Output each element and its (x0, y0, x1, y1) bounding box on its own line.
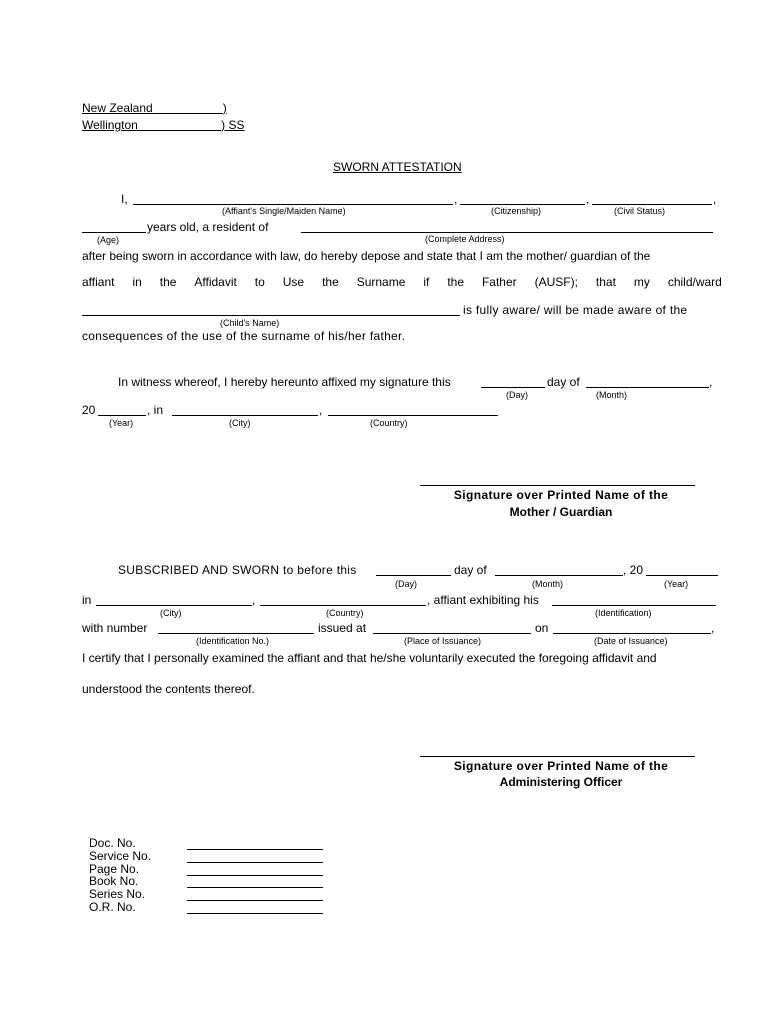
witness-city-field[interactable] (172, 415, 318, 416)
age-field[interactable] (82, 232, 146, 233)
caption-identification: (Identification) (595, 608, 652, 618)
subscribed-in: in (82, 593, 92, 607)
record-or-no: O.R. No. (89, 900, 136, 914)
witness-text: In witness whereof, I hereby hereunto affixed my signature this (118, 375, 451, 389)
subscribed-day-field[interactable] (376, 575, 451, 576)
subscribed-city-field[interactable] (96, 605, 252, 606)
subscribed-text: SUBSCRIBED AND SWORN to before this (118, 563, 357, 577)
mother-signature-line[interactable] (420, 485, 695, 486)
record-page-no: Page No. (89, 862, 140, 876)
address-field[interactable] (301, 232, 713, 233)
caption-witness-month: (Month) (596, 390, 628, 400)
caption-subscribed-country: (Country) (326, 608, 364, 618)
place-of-issuance-field[interactable] (373, 633, 531, 634)
subscribed-country-field[interactable] (260, 605, 426, 606)
date-of-issuance-field[interactable] (553, 633, 711, 634)
record-series-no: Series No. (89, 887, 146, 901)
service-no-field[interactable] (187, 862, 323, 863)
caption-subscribed-month: (Month) (532, 579, 564, 589)
witness-year-field[interactable] (98, 415, 146, 416)
caption-affiant-name: (Affiant's Single/Maiden Name) (222, 206, 346, 216)
venue-country: New Zealand ) (82, 101, 227, 115)
issued-at: issued at (318, 621, 367, 635)
caption-citizenship: (Citizenship) (491, 206, 542, 216)
witness-day-field[interactable] (481, 387, 545, 388)
caption-witness-year: (Year) (109, 418, 134, 428)
record-doc-no: Doc. No. (89, 836, 136, 850)
mother-signature-label-2: Mother / Guardian (509, 505, 613, 519)
series-no-field[interactable] (187, 900, 323, 901)
caption-witness-city: (City) (229, 418, 251, 428)
witness-country-field[interactable] (328, 415, 498, 416)
page-no-field[interactable] (187, 875, 323, 876)
caption-child-name: (Child's Name) (220, 318, 280, 328)
or-no-field[interactable] (187, 913, 323, 914)
caption-date: (Date of Issuance) (594, 636, 668, 646)
on-text: on (535, 621, 549, 635)
aware-text: is fully aware/ will be made aware of the (463, 303, 688, 317)
consequences-text: consequences of the use of the surname of his/her father. (82, 329, 406, 343)
book-no-field[interactable] (187, 887, 323, 888)
subscribed-comma20: , 20 (623, 563, 644, 577)
caption-civil-status: (Civil Status) (614, 206, 666, 216)
affiant-exhibiting: , affiant exhibiting his (427, 593, 539, 607)
venue-city: Wellington ) SS (82, 118, 245, 132)
sworn-line: after being sworn in accordance with law, do hereby depose and state that I am the mother/ guardian of the (82, 249, 651, 263)
with-number: with number (82, 621, 148, 635)
document-title: SWORN ATTESTATION (333, 160, 462, 174)
witness-month-field[interactable] (586, 387, 709, 388)
witness-year-prefix: 20 (82, 403, 96, 417)
caption-age: (Age) (97, 235, 120, 245)
caption-subscribed-city: (City) (160, 608, 182, 618)
witness-day-of: day of (547, 375, 580, 389)
caption-subscribed-year: (Year) (664, 579, 689, 589)
child-name-field[interactable] (82, 315, 460, 316)
mother-signature-label-1: Signature over Printed Name of the (453, 488, 669, 502)
officer-signature-line[interactable] (420, 756, 695, 757)
subscribed-month-field[interactable] (495, 575, 623, 576)
id-number-field[interactable] (158, 633, 314, 634)
caption-address: (Complete Address) (425, 234, 505, 244)
doc-no-field[interactable] (187, 849, 323, 850)
caption-place: (Place of Issuance) (404, 636, 482, 646)
understood-text: understood the contents thereof. (82, 682, 255, 696)
years-old-text: years old, a resident of (147, 220, 269, 234)
witness-in: , in (147, 403, 164, 417)
record-book-no: Book No. (89, 874, 139, 888)
citizenship-field[interactable] (460, 204, 585, 205)
caption-witness-day: (Day) (506, 390, 528, 400)
i-prefix: I, (121, 192, 128, 206)
officer-signature-label-1: Signature over Printed Name of the (453, 759, 669, 773)
affiant-name-field[interactable] (133, 204, 453, 205)
civil-status-field[interactable] (592, 204, 712, 205)
officer-signature-label-2: Administering Officer (499, 775, 623, 789)
caption-id-no: (Identification No.) (196, 636, 270, 646)
identification-field[interactable] (552, 605, 716, 606)
caption-witness-country: (Country) (370, 418, 408, 428)
subscribed-day-of: day of (454, 563, 487, 577)
justified-line: affiant in the Affidavit to Use the Surname if the Father (AUSF); that my child/ward (82, 275, 722, 289)
record-service-no: Service No. (89, 849, 152, 863)
caption-subscribed-day: (Day) (395, 579, 417, 589)
subscribed-year-field[interactable] (646, 575, 718, 576)
certify-text: I certify that I personally examined the affiant and that he/she voluntarily executed the foregoing affidavit and (82, 651, 657, 665)
